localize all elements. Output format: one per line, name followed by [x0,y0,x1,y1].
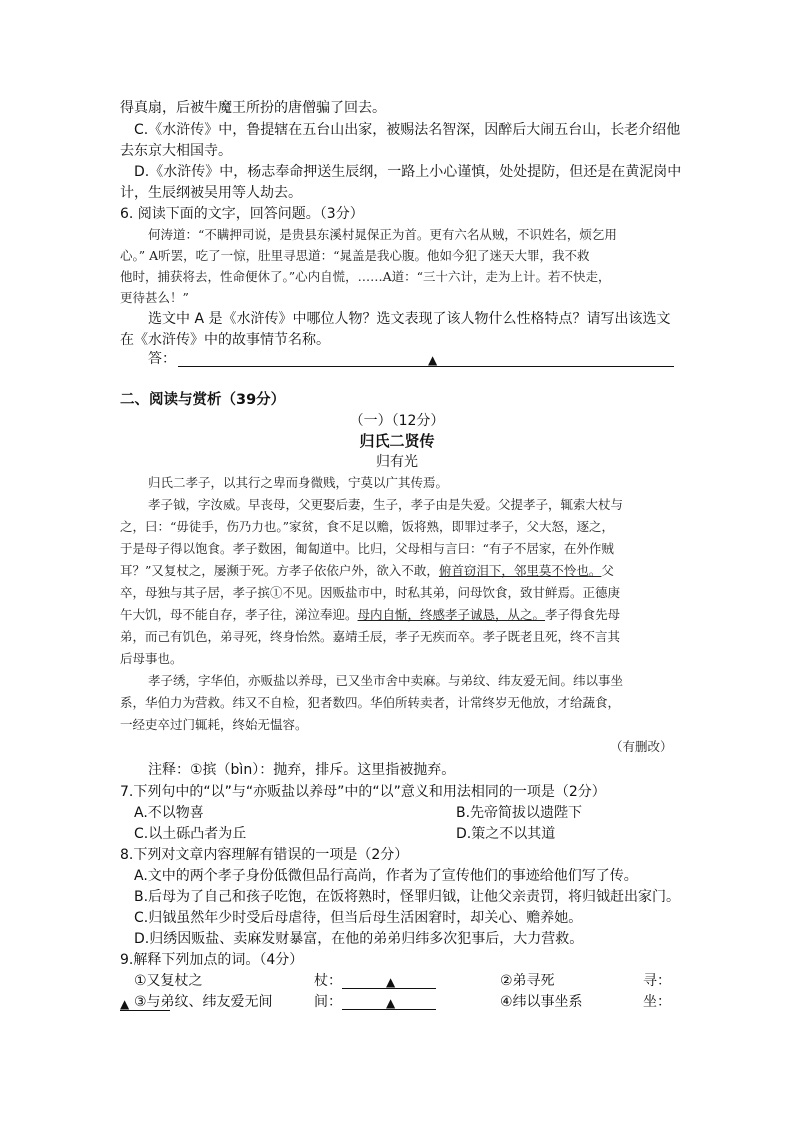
q8-option-d[interactable]: D.归绣因贩盐、卖麻发财暴富，在他的弟弟归纬多次犯事后，大力营救。 [134,931,584,947]
passage-line: 后母事也。 [120,651,183,666]
option-d-line1: D.《水浒传》中，杨志奉命押送生辰纲，一路上小心谨慎，处处提防，但还是在黄泥岗中 [134,164,682,180]
passage-text: 耳？”又复杖之，屡濒于死。方孝子依依户外，欲入不敢， [120,563,439,578]
answer-line[interactable] [178,366,674,367]
passage-text: 孝子得食先母 [545,607,621,622]
answer-mark: ▲ [386,996,396,1010]
q9-item-2: ②弟寻死 [500,973,555,989]
q6-question-line2: 在《水浒传》中的故事情节名称。 [120,332,330,348]
q7-option-b[interactable]: B.先帝简拔以遗陛下 [456,805,583,821]
q6-passage-line: 更待甚么！” [120,290,189,305]
source-note: （有删改） [610,739,673,754]
option-c-line1: C.《水浒传》中，鲁提辖在五台山出家，被赐法名智深，因醉后大闹五台山，长老介绍他 [134,122,681,138]
passage-line: 归氏二孝子，以其行之卑而身微贱，宁莫以广其传焉。 [148,475,449,490]
q9-item-3: ③与弟纹、纬友爱无间 [134,994,273,1010]
answer-label: 答： [148,351,176,367]
q8-option-a[interactable]: A.文中的两个孝子身份低微但品行高尚，作者为了宣传他们的事迹给他们写了传。 [134,868,638,884]
q6-question-line1: 选文中 A 是《水浒传》中哪位人物？选文表现了该人物什么性格特点？请写出该选文 [148,311,671,327]
passage-line: 之，曰：“毋徒手，伤乃力也。”家贫，食不足以赡，饭将熟，即罪过孝子，父大怒，逐之， [120,519,615,534]
passage-line: 一经吏卒过门辄耗，终始无愠容。 [120,717,308,732]
passage-line [120,562,614,580]
question-6-title: 6. 阅读下面的文字，回答问题。（3分） [120,206,364,222]
q6-passage-line: 心。” A听罢，吃了一惊，肚里寻思道：“晁盖是我心腹。他如今犯了迷天大罪，我不救 [120,248,590,263]
option-d-line2: 计，生辰纲被吴用等人劫去。 [120,185,302,201]
q9-item-4: ④纬以事坐系 [500,994,583,1010]
passage-line: 系，华伯力为营救。纬又不自检，犯者数四。华伯所转卖者，计常终岁无他放，才给蔬食， [120,695,621,710]
answer-mark: ▲ [120,997,130,1011]
question-9-title: 9.解释下列加点的词。（4分） [120,952,304,968]
prev-option-text: 得真扇，后被牛魔王所扮的唐僧骗了回去。 [120,100,386,116]
passage-line: 弟，而己有饥色，弟寻死，终身怡然。嘉靖壬辰，孝子无疾而卒。孝子既老且死，终不言其 [120,629,621,644]
q8-option-c[interactable]: C.归钺虽然年少时受后母虐待，但当后母生活困窘时，却关心、赡养她。 [134,910,583,926]
answer-mark: ▲ [386,975,396,989]
q9-item-1: ①又复杖之 [134,973,203,989]
passage-text: 父 [601,563,614,578]
essay-author: 归有光 [376,454,418,470]
q9-item-4-word: 坐： [643,994,671,1010]
q9-item-1-word: 杖： [314,973,342,989]
option-c-line2: 去东京大相国寺。 [120,143,232,159]
passage-line [120,606,620,624]
q6-passage-line: 他时，捕获将去，性命便休了。”心内自慌，……A道：“三十六计，走为上计。若不快走， [120,269,611,284]
passage-line: 孝子绣，字华伯，亦贩盐以养母，已又坐市舍中卖麻。与弟纹、纬友爱无间。纬以事坐 [148,673,624,688]
q7-option-c[interactable]: C.以土砾凸者为丘 [134,826,247,842]
footnote: 注释：①摈（bìn）：抛弃，排斥。这里指被抛弃。 [148,762,456,778]
answer-mark: ▲ [428,353,438,367]
q8-option-b[interactable]: B.后母为了自己和孩子吃饱，在饭将熟时，怪罪归钺，让他父亲责罚，将归钺赶出家门。 [134,889,681,905]
q7-option-d[interactable]: D.策之不以其道 [456,826,556,842]
passage-line: 卒，母独与其子居，孝子摈①不见。因贩盐市中，时私其弟，问母饮食，致甘鲜焉。正德庚 [120,585,621,600]
underlined-sentence: 母内自惭，终感孝子诚恳，从之。 [357,607,546,622]
question-8-title: 8.下列对文章内容理解有错误的一项是（2分） [120,847,409,863]
section-heading: 二、阅读与赏析（39分） [120,392,286,408]
q7-option-a[interactable]: A.不以物喜 [134,805,204,821]
q6-passage-line: 何涛道：“不瞒押司说，是贵县东溪村晁保正为首。更有六名从贼，不识姓名，烦乞用 [148,227,617,242]
passage-line: 孝子钺，字汝威。早丧母，父更娶后妻，生子，孝子由是失爱。父提孝子，辄索大杖与 [148,497,624,512]
passage-line: 于是母子得以饱食。孝子数困，匍匐道中。比归，父母相与言曰：“有子不居家，在外作贼 [120,541,614,556]
section-sub: （一）（12分） [349,413,445,429]
question-7-title: 7.下列句中的“以”与“亦贩盐以养母”中的“以”意义和用法相同的一项是（2分） [120,784,606,800]
essay-title: 归氏二贤传 [359,432,435,450]
q9-item-3-word: 间： [314,994,342,1010]
underlined-sentence: 俯首窃泪下，邻里莫不怜也。 [438,563,602,578]
q9-item-2-word: 寻： [643,973,671,989]
passage-text: 午大饥，母不能自存，孝子往，涕泣奉迎。 [120,607,358,622]
